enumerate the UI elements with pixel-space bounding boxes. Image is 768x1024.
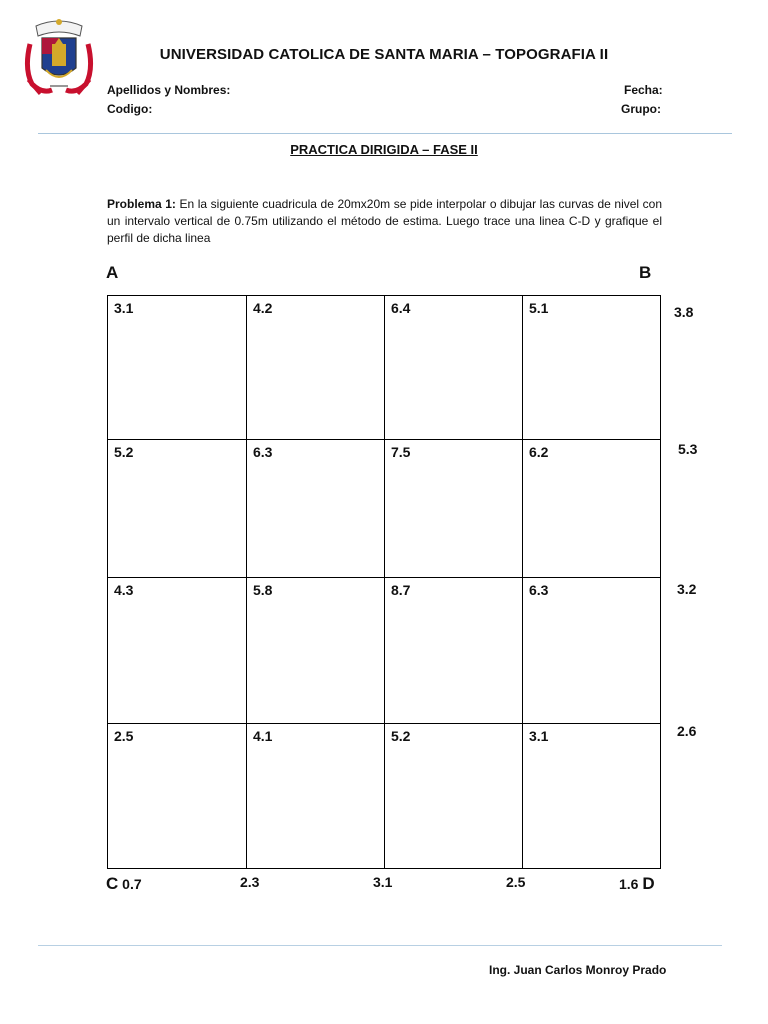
elevation-value: 2.5	[114, 728, 134, 744]
elevation-value: 4.2	[253, 300, 273, 316]
university-title: UNIVERSIDAD CATOLICA DE SANTA MARIA – TOPOGRAFIA II	[159, 46, 609, 63]
bottom-edge-value: 0.7	[122, 876, 142, 892]
grid-row	[108, 439, 660, 577]
corner-label-a: A	[106, 263, 119, 282]
elevation-value: 3.1	[114, 300, 134, 316]
right-edge-value: 3.8	[674, 304, 694, 320]
elevation-value: 4.1	[253, 728, 273, 744]
right-edge-value: 5.3	[678, 441, 698, 457]
code-label: Codigo:	[107, 102, 153, 116]
author-signature: Ing. Juan Carlos Monroy Prado	[489, 963, 667, 977]
grid-row	[108, 296, 660, 439]
elevation-value: 6.4	[391, 300, 411, 316]
problem-statement	[107, 196, 662, 247]
elevation-value: 6.3	[253, 444, 273, 460]
elevation-grid	[107, 295, 661, 869]
elevation-value: 4.3	[114, 582, 134, 598]
grid-cell	[108, 440, 247, 577]
bottom-edge-value: 2.5	[506, 874, 526, 890]
right-edge-value: 3.2	[677, 581, 697, 597]
grid-cell	[246, 440, 385, 577]
bottom-edge-value: 1.6	[619, 876, 639, 892]
elevation-value: 5.2	[391, 728, 411, 744]
bottom-edge-value: 2.3	[240, 874, 260, 890]
grid-cell	[384, 440, 523, 577]
grid-cell	[384, 578, 523, 723]
grid-cell	[108, 724, 247, 868]
grid-cell	[384, 724, 523, 868]
grid-cell	[522, 724, 661, 868]
elevation-value: 6.3	[529, 582, 549, 598]
elevation-value: 8.7	[391, 582, 411, 598]
corner-label-d: D	[642, 874, 655, 893]
elevation-value: 5.2	[114, 444, 134, 460]
elevation-value: 3.1	[529, 728, 549, 744]
practice-title	[0, 142, 768, 157]
elevation-value: 7.5	[391, 444, 411, 460]
grid-cell	[246, 578, 385, 723]
corner-label-b: B	[639, 263, 652, 282]
elevation-value: 5.8	[253, 582, 273, 598]
grid-cell	[108, 296, 247, 439]
group-label: Grupo:	[621, 102, 661, 116]
elevation-value: 5.1	[529, 300, 549, 316]
bottom-edge-value: 3.1	[373, 874, 393, 890]
grid-row	[108, 577, 660, 723]
grid-cell	[522, 296, 661, 439]
practice-title-text: PRACTICA DIRIGIDA – FASE II	[290, 142, 478, 157]
corner-label-c: C	[106, 874, 119, 893]
names-label: Apellidos y Nombres:	[107, 83, 231, 97]
grid-cell	[522, 578, 661, 723]
bottom-corner-d	[619, 874, 655, 894]
grid-cell	[522, 440, 661, 577]
grid-cell	[246, 724, 385, 868]
grid-cell	[384, 296, 523, 439]
grid-row	[108, 723, 660, 868]
bottom-corner-c	[106, 874, 142, 894]
header-divider	[38, 133, 732, 134]
elevation-value: 6.2	[529, 444, 549, 460]
right-edge-value: 2.6	[677, 723, 697, 739]
footer-divider	[38, 945, 722, 946]
grid-cell	[246, 296, 385, 439]
problem-text: En la siguiente cuadricula de 20mx20m se pide interpolar o dibujar las curvas de nivel con un intervalo vertical de 0.75m utilizando el método de estima. Luego trace una linea C-D y grafique el perfil de dicha linea	[107, 197, 662, 245]
grid-cell	[108, 578, 247, 723]
date-label: Fecha:	[624, 83, 663, 97]
problem-label: Problema 1:	[107, 197, 176, 211]
